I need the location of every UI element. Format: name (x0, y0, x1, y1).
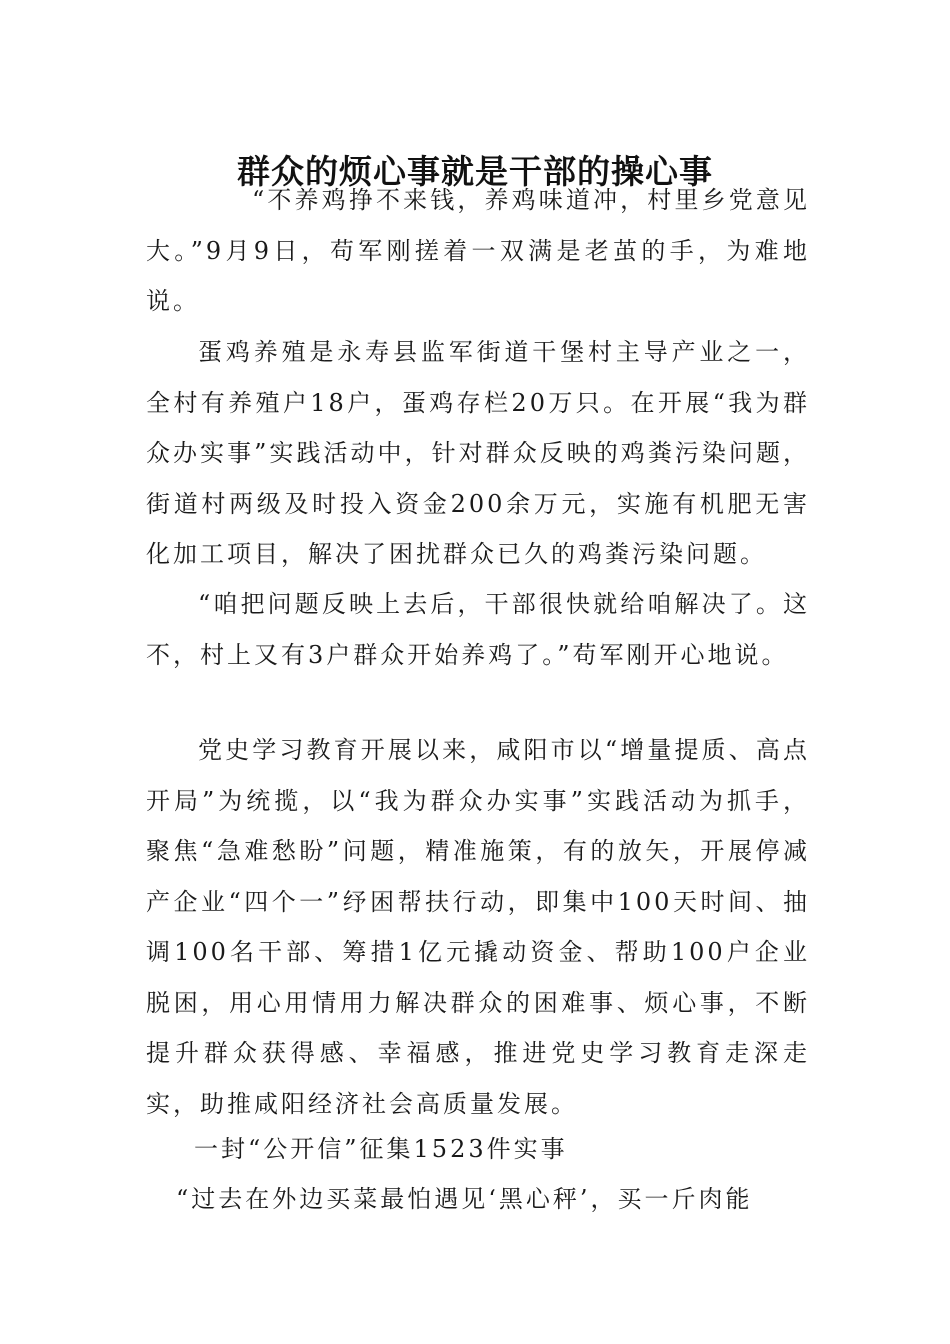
article-title: 群众的烦心事就是干部的操心事 (237, 152, 713, 192)
paragraph-quote-3: “过去在外边买菜最怕遇见‘黑心秤’，买一斤肉能 (176, 1185, 753, 1213)
paragraph-egg-farming: 蛋鸡养殖是永寿县监军街道干堡村主导产业之一，全村有养殖户18户，蛋鸡存栏20万只。在开展“我为群众办实事”实践活动中，针对群众反映的鸡粪污染问题，街道村两级及时投入资金200余万元，实施有机肥无害化加工项目，解决了困扰群众已久的鸡粪污染问题。 (146, 338, 810, 568)
paragraph-quote-1: “不养鸡挣不来钱，养鸡味道冲，村里乡党意见大。”9月9日，苟军刚搓着一双满是老茧的手，为难地说。 (146, 186, 810, 315)
section-subheading: 一封“公开信”征集1523件实事 (194, 1135, 568, 1163)
paragraph-quote-2: “咱把问题反映上去后，干部很快就给咱解决了。这不，村上又有3户群众开始养鸡了。”苟军刚开心地说。 (146, 590, 810, 669)
paragraph-party-history: 党史学习教育开展以来，咸阳市以“增量提质、高点开局”为统揽，以“我为群众办实事”实践活动为抓手，聚焦“急难愁盼”问题，精准施策，有的放矢，开展停减产企业“四个一”纾困帮扶行动，即集中100天时间、抽调100名干部、筹措1亿元撬动资金、帮助100户企业脱困，用心用情用力解决群众的困难事、烦心事，不断提升群众获得感、幸福感，推进党史学习教育走深走实，助推咸阳经济社会高质量发展。 (146, 736, 810, 1118)
